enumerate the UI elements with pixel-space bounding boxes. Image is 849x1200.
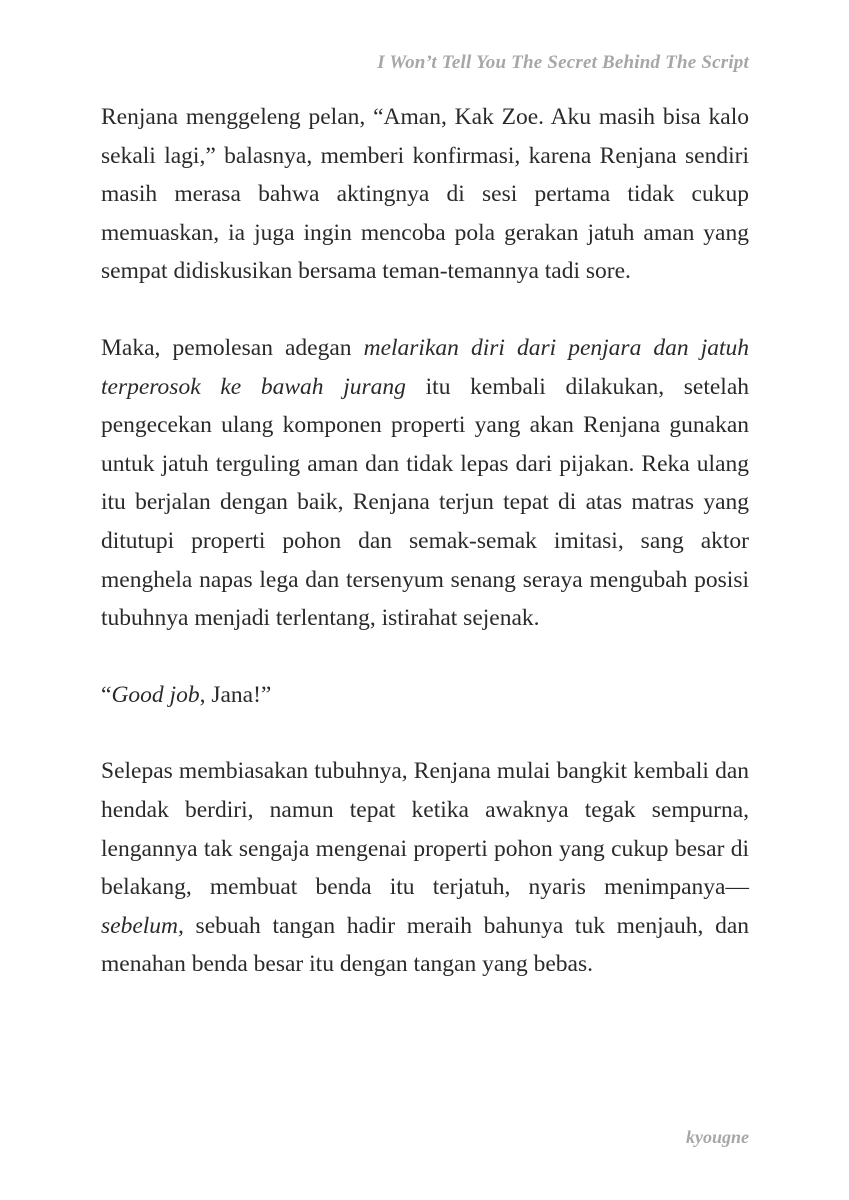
paragraph-text: “ bbox=[101, 681, 112, 708]
paragraph-text: itu kembali dilakukan, setelah pengecekan ulang komponen properti yang akan Renjana gunakan untuk jatuh terguling aman dan tidak lepas dari pijakan. Reka ulang itu berjalan dengan baik, Renjana terjun tepat di atas matras yang ditutupi properti pohon dan semak-semak imitasi, sang aktor menghela napas lega dan tersenyum senang seraya mengubah posisi tubuhnya menjadi terlentang, istirahat sejenak. bbox=[101, 373, 750, 632]
paragraph-text: sebuah tangan hadir meraih bahunya tuk menjauh, dan menahan benda besar itu dengan tangan yang bebas. bbox=[101, 912, 749, 978]
dialogue-line bbox=[101, 676, 749, 715]
author-signature: kyougne bbox=[686, 1127, 749, 1147]
paragraph-1 bbox=[101, 98, 749, 291]
italic-phrase: melarikan diri dari penjara dan jatuh terperosok ke bawah jurang bbox=[101, 334, 749, 400]
paragraph-4 bbox=[101, 752, 749, 984]
running-header: I Won’t Tell You The Secret Behind The Script bbox=[377, 52, 749, 73]
page-body bbox=[101, 98, 749, 1022]
paragraph-text: Maka, pemolesan adegan bbox=[101, 334, 364, 361]
italic-phrase: Good job bbox=[111, 681, 200, 708]
italic-phrase: sebelum, bbox=[101, 912, 184, 939]
paragraph-text: Renjana menggeleng pelan, “Aman, Kak Zoe. Aku masih bisa kalo sekali lagi,” balasnya, memberi konfirmasi, karena Renjana sendiri masih merasa bahwa aktingnya di sesi pertama tidak cukup memuaskan, ia juga ingin mencoba pola gerakan jatuh aman yang sempat didiskusikan bersama teman-temannya tadi sore. bbox=[101, 104, 749, 285]
paragraph-text: Selepas membiasakan tubuhnya, Renjana mulai bangkit kembali dan hendak berdiri, namun tepat ketika awaknya tegak sempurna, lengannya tak sengaja mengenai properti pohon yang cukup besar di belakang, membuat benda itu terjatuh, nyaris menimpanya— bbox=[101, 758, 749, 901]
paragraph-text: , Jana!” bbox=[199, 681, 272, 708]
paragraph-2 bbox=[101, 329, 749, 638]
